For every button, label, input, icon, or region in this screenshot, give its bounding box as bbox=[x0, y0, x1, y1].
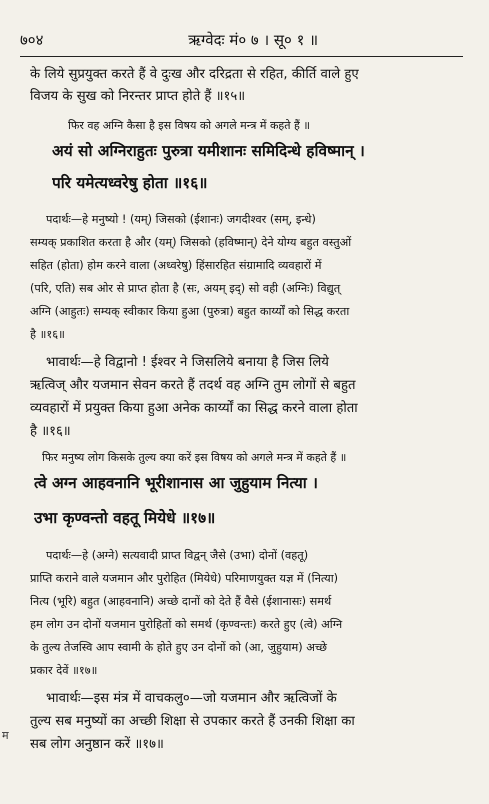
padartha-line: (परि, एति) सब ओर से प्राप्त होता है (सः, अयम् इद्) सो वही (अग्निः) विद्युत् bbox=[30, 282, 341, 295]
bhavartha-line: भावार्थः—इस मंत्र में वाचकलु०—जो यजमान और ऋत्विजों के bbox=[46, 691, 337, 706]
bhavartha-line: ऋत्विज् और यजमान सेवन करते हैं तदर्थ वह अग्नि तुम लोगों से बहुत bbox=[30, 378, 356, 393]
mantra-line: त्वे अग्न आहवनानि भूरीशानास आ जुहुयाम नित्या । bbox=[34, 474, 318, 492]
margin-mark: म bbox=[2, 729, 9, 742]
padartha-line: हम लोग उन दोनों यजमान पुरोहितों को समर्थ (कृण्वन्तः) करते हुए (त्वे) अग्नि bbox=[30, 618, 343, 631]
text-line: विजय के सुख को निरन्तर प्राप्त होते हैं ॥१५॥ bbox=[30, 89, 246, 104]
page-header bbox=[20, 28, 463, 52]
page-number: ७०४ bbox=[20, 31, 44, 49]
bhavartha-line: भावार्थः—हे विद्वानो ! ईश्वर ने जिसलिये बनाया है जिस लिये bbox=[46, 355, 329, 370]
bhavartha-line: व्यवहारों में प्रयुक्त किया हुआ अनेक कार्य्यों का सिद्ध करने वाला होता bbox=[30, 401, 358, 416]
mantra-line: उभा कृण्वन्तो वहतू मियेधे ॥१७॥ bbox=[34, 509, 216, 527]
header-rule bbox=[20, 56, 463, 57]
section-intro: फिर वह अग्नि कैसा है इस विषय को अगले मन्त्र में कहते हैं ॥ bbox=[68, 119, 310, 132]
padartha-line: सहित (होता) होम करने वाला (अध्वरेषु) हिंसारहित संग्रामादि व्यवहारों में bbox=[30, 259, 322, 272]
bhavartha-line: सब लोग अनुष्ठान करें ॥१७॥ bbox=[30, 737, 164, 752]
mantra-line: परि यमेत्यध्वरेषु होता ॥१६॥ bbox=[52, 174, 208, 192]
text-line: के लिये सुप्रयुक्त करते हैं वे दुःख और दरिद्रता से रहित, कीर्ति वाले हुए bbox=[30, 67, 359, 82]
bhavartha-line: तुल्य सब मनुष्यों का अच्छी शिक्षा से उपकार करते हैं उनकी शिक्षा का bbox=[30, 714, 355, 729]
padartha-line: सम्यक् प्रकाशित करता है और (यम्) जिसको (हविष्मान्) देने योग्य बहुत वस्तुओं bbox=[30, 236, 352, 249]
padartha-line: अग्नि (आहुतः) सम्यक् स्वीकार किया हुआ (पुरुत्रा) बहुत कार्य्यों को सिद्ध करता bbox=[30, 305, 350, 318]
padartha-line: पदार्थः—हे (अग्ने) सत्यवादी प्राप्त विद्वन् जैसे (उभा) दोनों (वहतू) bbox=[46, 549, 309, 562]
section-intro: फिर मनुष्य लोग किसके तुल्य क्या करें इस विषय को अगले मन्त्र में कहते हैं ॥ bbox=[42, 451, 347, 464]
padartha-line: प्रकार देवें ॥१७॥ bbox=[30, 664, 98, 677]
padartha-line: पदार्थः—हे मनुष्यो ! (यम्) जिसको (ईशानः) जगदीश्वर (सम्, इन्धे) bbox=[46, 213, 316, 226]
padartha-line: है ॥१६॥ bbox=[30, 328, 65, 341]
running-title: ऋग्वेदः मं० ७ । सू० १ ॥ bbox=[188, 31, 319, 49]
padartha-line: के तुल्य तेजस्वि आप स्वामी के होते हुए उन दोनों को (आ, जुहुयाम) अच्छे bbox=[30, 641, 327, 654]
bhavartha-line: है ॥१६॥ bbox=[30, 424, 71, 439]
mantra-line: अयं सो अग्निराहुतः पुरुत्रा यमीशानः समिदिन्धे हविष्मान् । bbox=[52, 142, 365, 160]
padartha-line: नित्य (भूरि) बहुत (आहवनानि) अच्छे दानों को देते हैं वैसे (ईशानासः) समर्थ bbox=[30, 595, 332, 608]
padartha-line: प्राप्ति कराने वाले यजमान और पुरोहित (मियेधे) परिमाणयुक्त यज्ञ में (नित्या) bbox=[30, 572, 339, 585]
